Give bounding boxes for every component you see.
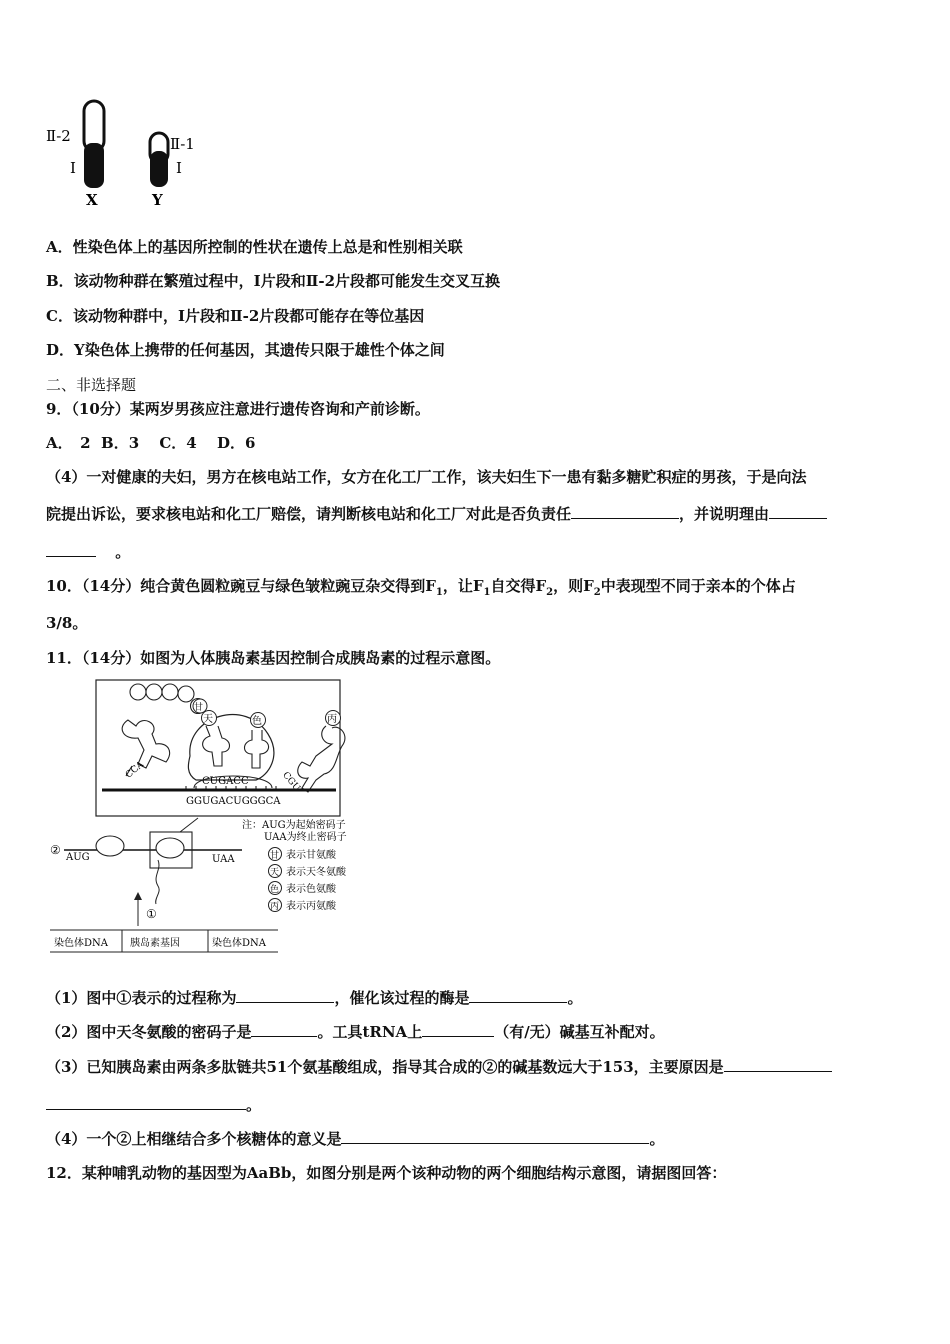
x-name: X <box>86 191 98 209</box>
q11-p1-text-a: （1）图中①表示的过程称为 <box>46 989 237 1007</box>
aa-gan: 甘 <box>194 703 204 713</box>
q9-answer-blank-2[interactable] <box>769 504 827 519</box>
q11-part3-cont <box>46 1094 261 1115</box>
q10-text-d: ，则F <box>553 577 594 595</box>
trna-right <box>298 726 345 792</box>
q9-part4-text-a: 院提出诉讼，要求核电站和化工厂赔偿，请判断核电站和化工厂对此是否负责任 <box>46 505 572 523</box>
y-lower-label: Ⅰ <box>176 159 182 177</box>
q11-p1-blank-1[interactable] <box>236 988 334 1003</box>
x-upper-label: Ⅱ-2 <box>46 127 71 145</box>
zoom-arrow <box>180 818 198 832</box>
label-2: ② <box>50 843 61 857</box>
q12-stem: 12．某种哺乳动物的基因型为AaBb，如图分别是两个该种动物的两个细胞结构示意图，请据图回答： <box>46 1164 727 1182</box>
insulin-synthesis-figure <box>46 676 376 958</box>
q9-answer-blank-1[interactable] <box>571 504 679 519</box>
q9-part4-line2 <box>46 503 827 524</box>
q10-text-c: 自交得F <box>490 577 547 595</box>
q11-p1-blank-2[interactable] <box>469 988 567 1003</box>
q11-p4-text-a: （4）一个②上相继结合多个核糖体的意义是 <box>46 1130 342 1148</box>
note-1: 注：AUG为起始密码子 <box>242 820 346 831</box>
dna-right-label: 染色体DNA <box>212 938 266 949</box>
polypeptide-tail <box>156 860 159 904</box>
q11-p4-text-b: 。 <box>649 1130 665 1148</box>
q10-line1 <box>46 575 796 598</box>
q9-options: A． 2 B．3 C．4 D．6 <box>46 434 256 452</box>
q11-p2-text-b: 。工具tRNA上 <box>317 1023 423 1041</box>
q8-option-b: B．该动物种群在繁殖过程中，Ⅰ片段和Ⅱ-2片段都可能发生交叉互换 <box>46 272 501 290</box>
legend-gan: 表示甘氨酸 <box>286 850 336 861</box>
q11-p4-blank[interactable] <box>341 1129 649 1144</box>
q10-sub: 1 <box>435 587 443 598</box>
q8-option-c: C．该动物种群中，Ⅰ片段和Ⅱ-2片段都可能存在等位基因 <box>46 307 425 325</box>
aug-label: AUG <box>66 852 90 863</box>
label-1: ① <box>146 907 157 921</box>
anticodon-right: CGU <box>280 770 302 794</box>
q10-sub: 2 <box>546 587 554 598</box>
dna-left-label: 染色体DNA <box>54 938 108 949</box>
legend-se: 表示色氨酸 <box>286 884 336 895</box>
y-name: Y <box>152 191 163 209</box>
q9-answer-blank-3[interactable] <box>46 542 96 557</box>
q9-part4-line1: （4）一对健康的夫妇，男方在核电站工作，女方在化工厂工作，该夫妇生下一患有黏多糖贮积症的男孩，于是向法 <box>46 468 807 486</box>
q11-p3-text-b: 。 <box>246 1096 262 1114</box>
q11-p1-text-b: ，催化该过程的酶是 <box>334 989 470 1007</box>
y-upper-label: Ⅱ-1 <box>170 135 195 153</box>
chromosome-figure <box>40 95 220 210</box>
anticodon-mid: CUGACC <box>202 776 249 787</box>
legend-tian-mark: 天 <box>270 868 280 878</box>
trna-mid <box>203 726 269 768</box>
q11-stem: 11．（14分）如图为人体胰岛素基因控制合成胰岛素的过程示意图。 <box>46 649 501 667</box>
q10-sub: 2 <box>593 587 601 598</box>
q11-part3 <box>46 1056 832 1077</box>
uaa-label: UAA <box>212 854 235 865</box>
legend-se-mark: 色 <box>270 885 280 895</box>
x-lower-label: Ⅰ <box>70 159 76 177</box>
ribosome-lower-2 <box>156 838 184 858</box>
dna-mid-label: 胰岛素基因 <box>130 938 180 949</box>
q9-part4-line3 <box>46 541 130 562</box>
q9-stem: 9．（10分）某两岁男孩应注意进行遗传咨询和产前诊断。 <box>46 400 430 418</box>
q10-sub: 1 <box>483 587 491 598</box>
q11-part4 <box>46 1128 664 1149</box>
q11-p2-text-a: （2）图中天冬氨酸的密码子是 <box>46 1023 252 1041</box>
ribosome-lower-1 <box>96 836 124 856</box>
q10-text-e: 中表现型不同于亲本的个体占 <box>600 577 796 595</box>
q11-part2 <box>46 1021 665 1042</box>
q10-line2: 3/8。 <box>46 614 88 632</box>
x-chromosome-lower <box>84 143 104 188</box>
q9-part4-end: 。 <box>115 543 131 561</box>
y-chromosome-lower <box>150 151 168 187</box>
q8-option-a: A．性染色体上的基因所控制的性状在遗传上总是和性别相关联 <box>46 238 463 256</box>
anticodon-left: CCA <box>123 759 146 781</box>
q11-p2-text-c: （有/无）碱基互补配对。 <box>494 1023 665 1041</box>
q11-p3-text-a: （3）已知胰岛素由两条多肽链共51个氨基酸组成，指导其合成的②的碱基数远大于153，主要原因是 <box>46 1058 724 1076</box>
aa-tian: 天 <box>203 714 213 725</box>
q10-text-b: ，让F <box>442 577 484 595</box>
aa-se: 色 <box>252 716 262 727</box>
q11-p3-blank-1[interactable] <box>724 1057 832 1072</box>
mrna-sequence: GGUGACUGGGCA <box>186 796 281 807</box>
aa-bing: 丙 <box>327 714 337 725</box>
q11-p2-blank-2[interactable] <box>422 1022 494 1037</box>
q11-p1-text-c: 。 <box>567 989 583 1007</box>
q11-p3-blank-2[interactable] <box>46 1095 246 1110</box>
q11-p2-blank-1[interactable] <box>251 1022 317 1037</box>
q8-option-d: D．Y染色体上携带的任何基因，其遗传只限于雄性个体之间 <box>46 341 445 359</box>
q10-text-a: 10．（14分）纯合黄色圆粒豌豆与绿色皱粒豌豆杂交得到F <box>46 577 436 595</box>
q9-part4-text-b: ，并说明理由 <box>679 505 770 523</box>
legend-bing-mark: 丙 <box>270 902 280 912</box>
legend-gan-mark: 甘 <box>270 851 280 861</box>
note-2: UAA为终止密码子 <box>264 832 347 843</box>
legend-bing: 表示丙氨酸 <box>286 901 336 912</box>
section-title: 二、非选择题 <box>46 376 137 394</box>
legend-tian: 表示天冬氨酸 <box>286 867 346 878</box>
q11-part1 <box>46 987 582 1008</box>
